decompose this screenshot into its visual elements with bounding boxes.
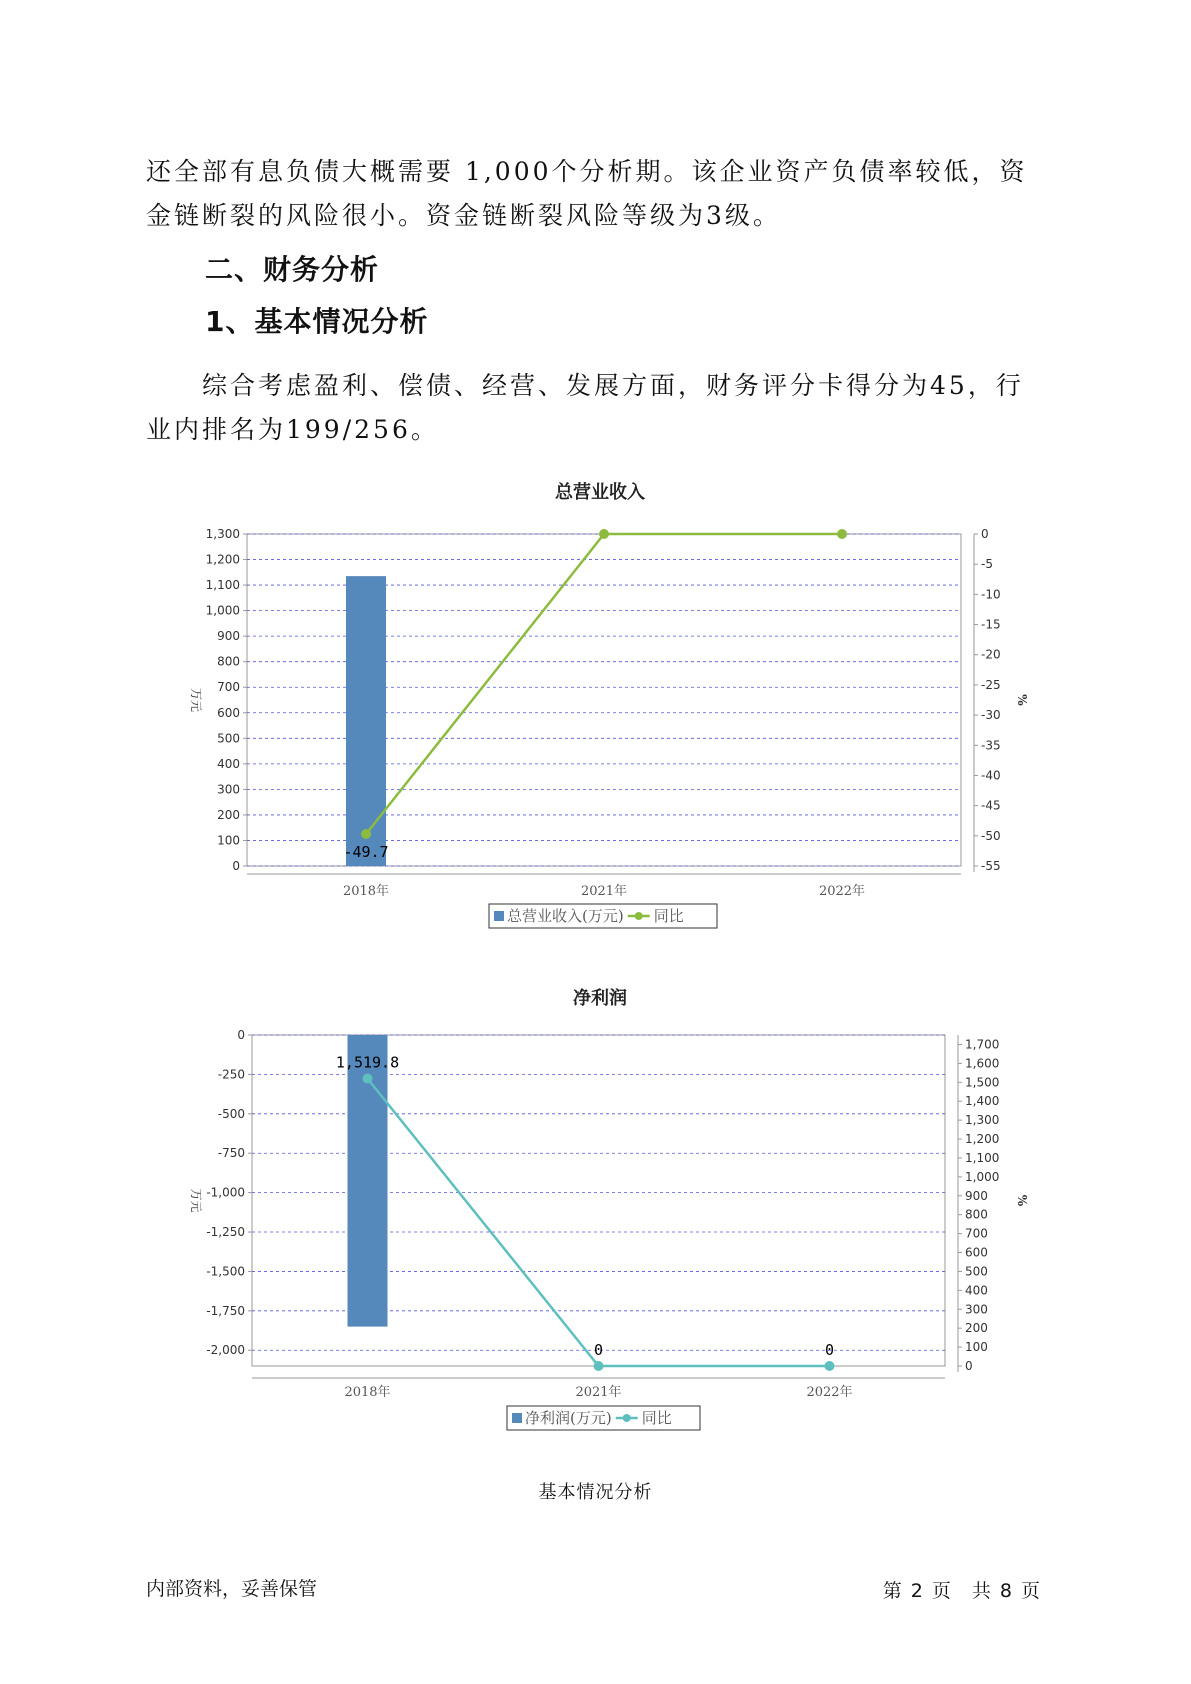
legend-bar-label: 总营业收入(万元) <box>507 907 624 925</box>
y2-tick-label: -25 <box>981 677 1001 692</box>
legend-bar-swatch <box>494 911 504 921</box>
yoy-point <box>363 1074 373 1084</box>
x-tick-label: 2018年 <box>342 884 390 899</box>
y2-tick-label: 0 <box>981 527 989 541</box>
y-tick-label: -1,500 <box>206 1264 245 1279</box>
data-label: 1,519.8 <box>335 1053 400 1072</box>
y-tick-label: 1,100 <box>205 578 240 593</box>
footer-confidential: 内部资料，妥善保管 <box>146 1578 318 1600</box>
page-total: 8 <box>999 1580 1013 1602</box>
y2-tick-label: 1,100 <box>965 1150 1000 1165</box>
y2-tick-label: 700 <box>965 1226 988 1241</box>
y2-tick-label: -50 <box>981 828 1001 843</box>
subsection-heading: 1、基本情况分析 <box>205 305 429 338</box>
y-tick-label: -2,000 <box>206 1343 245 1358</box>
x-tick-label: 2018年 <box>344 1385 391 1400</box>
y2-axis-title: % <box>1015 694 1029 706</box>
y-tick-label: 100 <box>217 833 240 848</box>
x-tick-label: 2021年 <box>580 884 628 899</box>
x-tick-label: 2022年 <box>818 884 866 899</box>
y2-tick-label: -10 <box>981 587 1001 602</box>
paragraph-score: 综合考虑盈利、偿债、经营、发展方面，财务评分卡得分为45，行业内排名为199/256。 <box>146 371 1024 444</box>
page-prefix: 第 <box>882 1580 903 1602</box>
y-tick-label: -500 <box>217 1106 245 1121</box>
y2-tick-label: 0 <box>965 1359 973 1373</box>
legend-bar-label: 净利润(万元) <box>525 1409 612 1427</box>
chart-title: 净利润 <box>573 988 627 1009</box>
y-tick-label: 1,200 <box>205 552 240 567</box>
yoy-line <box>368 1079 830 1366</box>
y-tick-label: 1,300 <box>205 527 240 541</box>
legend-line-label: 同比 <box>641 1409 672 1427</box>
data-label: 0 <box>593 1341 604 1359</box>
figure-caption: 基本情况分析 <box>538 1482 653 1503</box>
y-tick-label: 600 <box>217 705 240 720</box>
revenue-chart <box>0 478 1191 938</box>
y2-tick-label: 600 <box>965 1245 988 1260</box>
y-tick-label: -250 <box>217 1067 245 1082</box>
legend-bar-swatch <box>512 1413 522 1423</box>
y-tick-label: 700 <box>217 680 240 695</box>
y-tick-label: 900 <box>217 629 240 644</box>
page-current: 2 <box>910 1580 924 1602</box>
y-tick-label: -1,250 <box>206 1225 245 1240</box>
y2-tick-label: 1,600 <box>965 1056 1000 1071</box>
y-tick-label: 500 <box>217 731 240 746</box>
bar <box>346 576 386 866</box>
y-tick-label: 800 <box>217 654 240 669</box>
y-tick-label: -750 <box>217 1146 245 1161</box>
yoy-point <box>825 1361 835 1371</box>
y-tick-label: 0 <box>237 1028 245 1042</box>
footer-page-number <box>879 1576 1045 1603</box>
y2-tick-label: -15 <box>981 617 1001 632</box>
y-axis-title: 万元 <box>189 687 203 713</box>
y-tick-label: 400 <box>217 756 240 771</box>
y2-tick-label: 900 <box>965 1188 988 1203</box>
y2-tick-label: -30 <box>981 708 1001 723</box>
y2-tick-label: 1,700 <box>965 1037 1000 1052</box>
y2-tick-label: 1,000 <box>965 1169 1000 1184</box>
y-tick-label: 300 <box>217 782 240 797</box>
page-mid: 页 共 <box>931 1580 992 1602</box>
y-tick-label: 200 <box>217 807 240 822</box>
net-profit-chart <box>0 972 1191 1442</box>
x-tick-label: 2022年 <box>806 1385 853 1400</box>
y2-tick-label: 1,500 <box>965 1075 1000 1090</box>
data-label: -49.7 <box>343 843 389 862</box>
y-tick-label: -1,000 <box>206 1185 245 1200</box>
y-axis-title: 万元 <box>189 1188 203 1213</box>
y2-tick-label: -20 <box>981 647 1001 662</box>
legend-line-marker <box>635 912 643 920</box>
y-tick-label: 1,000 <box>205 603 240 618</box>
yoy-point <box>594 1361 604 1371</box>
y2-tick-label: 300 <box>965 1302 988 1317</box>
y-tick-label: 0 <box>232 859 240 873</box>
legend-line-marker <box>623 1414 631 1422</box>
y2-tick-label: 1,300 <box>965 1113 1000 1128</box>
y2-tick-label: 1,400 <box>965 1094 1000 1109</box>
y2-tick-label: -40 <box>981 768 1001 783</box>
yoy-point <box>599 529 609 539</box>
x-tick-label: 2021年 <box>575 1385 622 1400</box>
y2-tick-label: -35 <box>981 738 1001 753</box>
y2-axis-title: % <box>1015 1194 1029 1207</box>
legend-line-label: 同比 <box>653 907 684 925</box>
y-tick-label: -1,750 <box>206 1303 245 1318</box>
page-suffix: 页 <box>1020 1580 1041 1602</box>
y2-tick-label: 500 <box>965 1264 988 1279</box>
net-profit-chart-svg <box>0 972 1191 1442</box>
data-label: 0 <box>824 1341 835 1359</box>
yoy-point <box>361 829 371 839</box>
y2-tick-label: 100 <box>965 1340 988 1355</box>
paragraph-intro: 还全部有息负债大概需要 1,000个分析期。该企业资产负债率较低，资金链断裂的风险很小。资金链断裂风险等级为3级。 <box>146 157 1028 230</box>
revenue-chart-svg <box>0 478 1191 938</box>
section-heading: 二、财务分析 <box>205 253 380 286</box>
yoy-point <box>837 529 847 539</box>
y2-tick-label: -5 <box>981 557 993 572</box>
y2-tick-label: -55 <box>981 859 1001 873</box>
chart-title: 总营业收入 <box>555 482 645 503</box>
y2-tick-label: 800 <box>965 1207 988 1222</box>
y2-tick-label: 200 <box>965 1321 988 1336</box>
y2-tick-label: 1,200 <box>965 1132 1000 1147</box>
y2-tick-label: 400 <box>965 1283 988 1298</box>
y2-tick-label: -45 <box>981 798 1001 813</box>
